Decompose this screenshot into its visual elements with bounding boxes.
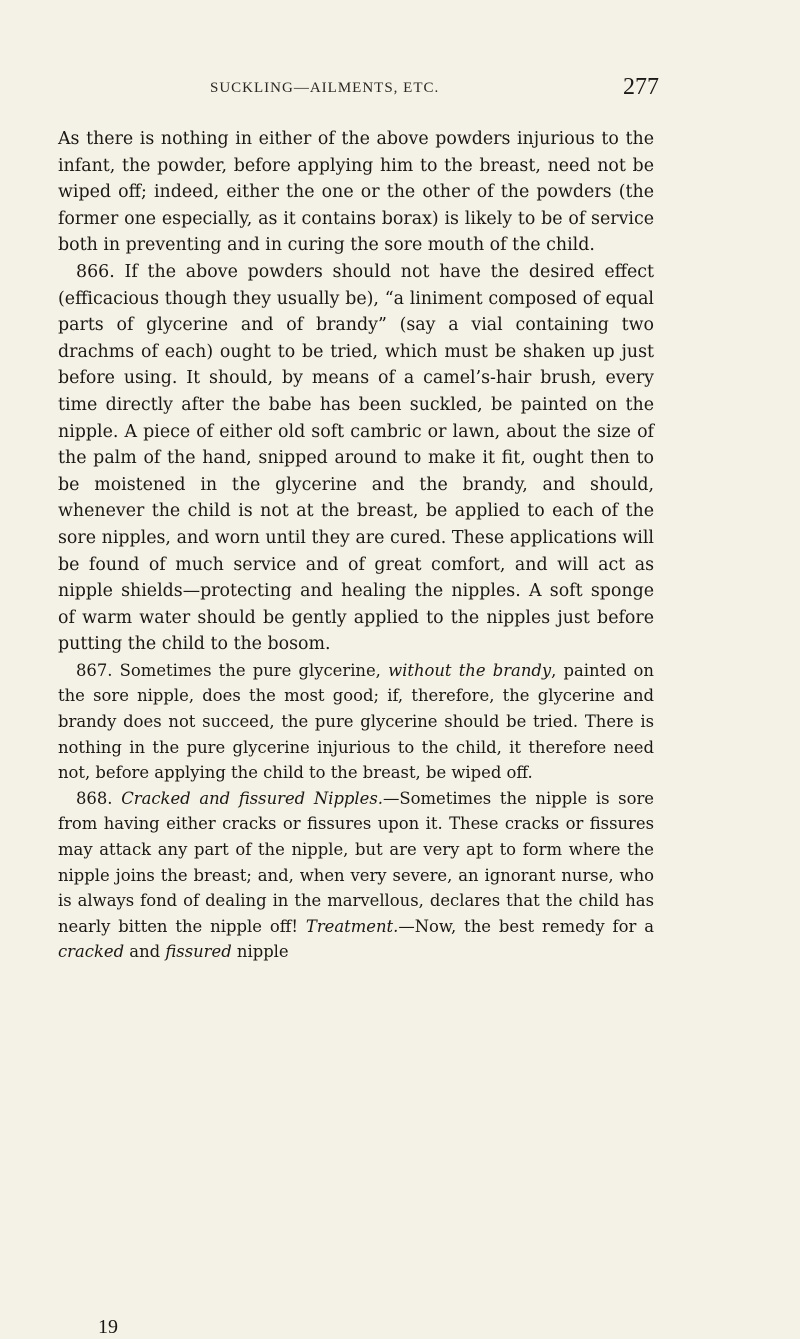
paragraph-867-emphasis: without the brandy xyxy=(388,660,552,680)
paragraph-868-and: and xyxy=(124,942,166,962)
body-text xyxy=(58,126,654,965)
paragraph-867-rest: , painted on the sore nipple, does the most good; if, therefore, the glycerine and brandy does not succeed, the pure glycerine should be tried. There is nothing in the pure glycerine injurious to the child, it therefore need not, before applying the child to the breast, be wiped off. xyxy=(58,660,654,783)
paragraph-868-fissured: fissured xyxy=(165,942,232,962)
paragraph-867 xyxy=(58,658,654,786)
paragraph-867-start: 867. Sometimes the pure glycerine, xyxy=(76,660,389,680)
paragraph-868-text-2: —Now, the best remedy for a xyxy=(398,916,654,936)
page-number: 277 xyxy=(623,74,659,100)
paragraph-868-treatment: Treatment. xyxy=(305,916,399,936)
running-title: SUCKLING—AILMENTS, ETC. xyxy=(210,80,440,96)
paragraph-868-title: Cracked and fissured Nipples. xyxy=(121,788,383,808)
signature-mark: 19 xyxy=(98,1316,118,1338)
paragraph-868-cracked: cracked xyxy=(58,942,125,962)
paragraph-868-end: nipple xyxy=(231,942,289,962)
paragraph-866: 866. If the above powders should not have the desired effect (efficacious though they usually be), “a liniment composed of equal parts of glycerine and of brandy” (say a vial containing two drachms of each) ought to be tried, which must be shaken up just before using. It should, by means of a camel’s-hair brush, every time directly after the babe has been suckled, be painted on the nipple. A piece of either old soft cambric or lawn, about the size of the palm of the hand, snipped around to make it fit, ought then to be moistened in the glycerine and the brandy, and should, whenever the child is not at the breast, be applied to each of the sore nipples, and worn until they are cured. These applications will be found of much service and of great comfort, and will act as nipple shields—protecting and healing the nipples. A soft sponge of warm water should be gently applied to the nipples just before putting the child to the bosom. xyxy=(58,261,654,655)
paragraph-868-text: —Sometimes the nipple is sore from having either cracks or fissures upon it. These cracks or fissures may attack any part of the nipple, but are very apt to form where the nipple joins the breast; and, when very severe, an ignorant nurse, who is always fond of dealing in the marvellous, declares that the child has nearly bitten the nipple off! xyxy=(58,788,654,936)
paragraph-868-number: 868. xyxy=(76,788,122,808)
running-head xyxy=(0,74,800,106)
paragraph-868 xyxy=(58,786,654,965)
paragraph-intro: As there is nothing in either of the above powders injurious to the infant, the powder, before applying him to the breast, need not be wiped off; indeed, either the one or the other of the powders (the former one especially, as it contains borax) is likely to be of service both in preventing and in curing the sore mouth of the child. xyxy=(58,129,654,256)
